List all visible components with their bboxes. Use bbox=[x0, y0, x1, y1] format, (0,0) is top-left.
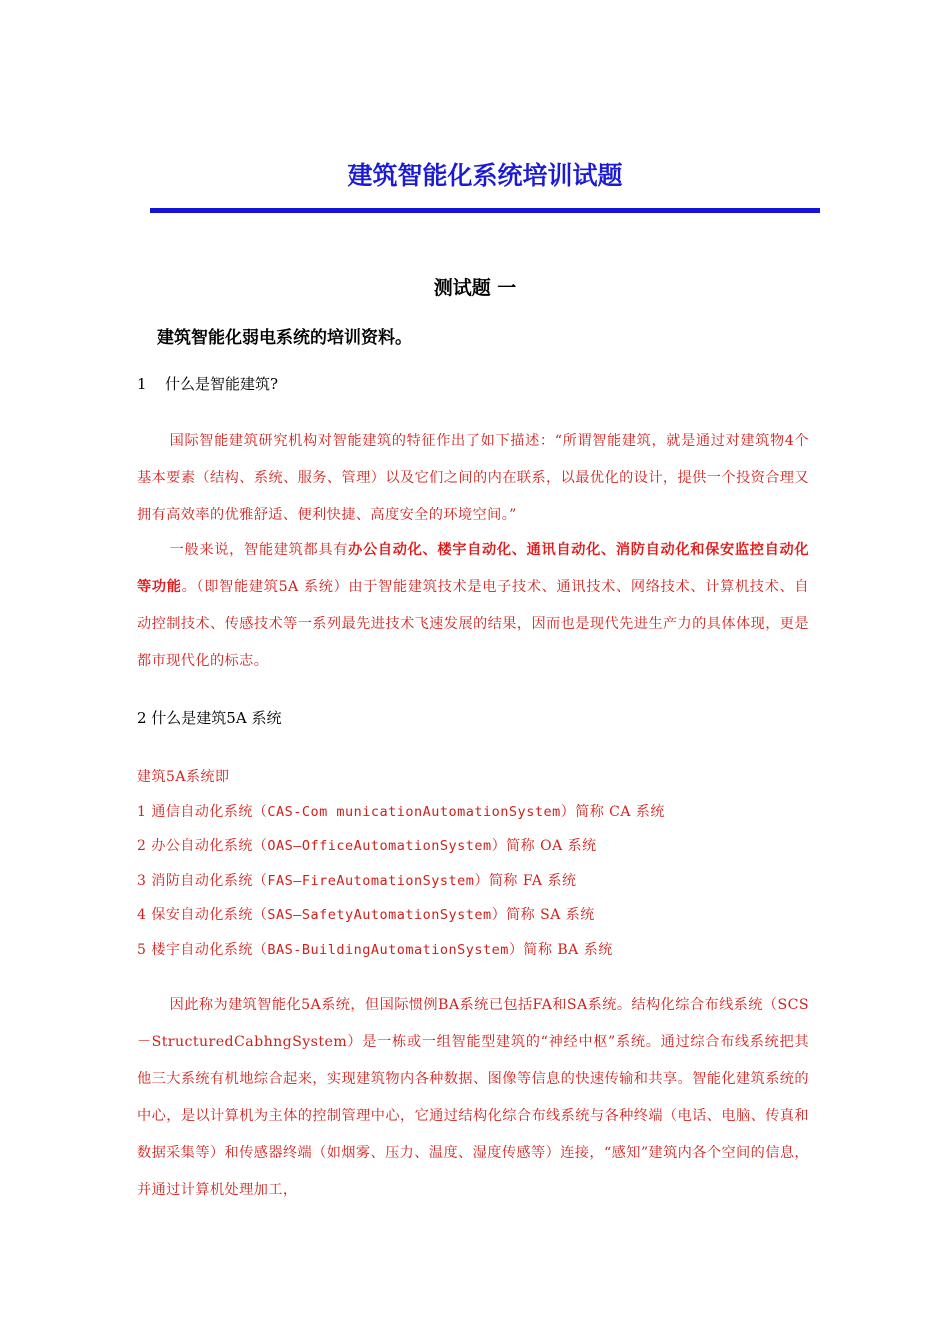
question-1-text: 什么是智能建筑? bbox=[165, 375, 279, 393]
answer-1-paragraph-1: 国际智能建筑研究机构对智能建筑的特征作出了如下描述：“所谓智能建筑，就是通过对建筑物4个基本要素（结构、系统、服务、管理）以及它们之间的内在联系，以最优化的设计，提供一个投资合理又拥有高效率的优雅舒适、便利快捷、高度安全的环境空间。” bbox=[137, 433, 809, 523]
paragraph-2-lead: 一般来说，智能建筑都具有 bbox=[169, 542, 349, 558]
section-title: 测试题 一 bbox=[433, 277, 517, 299]
intro-heading: 建筑智能化弱电系统的培训资料。 bbox=[157, 328, 412, 348]
paragraph-2-bold: 办公自动化、楼宇自动化、通讯自动化、消防自动化和保安监控自动化等功能 bbox=[137, 542, 809, 595]
question-2: 2 什么是建筑5A 系统 bbox=[137, 709, 282, 727]
question-1 bbox=[137, 372, 278, 396]
answer-2-paragraph: 因此称为建筑智能化5A系统，但国际惯例BA系统已包括FA和SA系统。结构化综合布线系统（SCS－StructuredCabhngSystem）是一栋或一组智能型建筑的“神经中枢”系统。通过综合布线系统把其他三大系统有机地综合起来，实现建筑物内各种数据、图像等信息的快速传输和共享。智能化建筑系统的中心，是以计算机为主体的控制管理中心，它通过结构化综合布线系统与各种终端（电话、电脑、传真和数据采集等）和传感器终端（如烟雾、压力、温度、湿度传感等）连接，“感知”建筑内各个空间的信息，并通过计算机处理加工， bbox=[137, 997, 809, 1198]
list-item: 5 楼宇自动化系统（BAS-BuildingAutomationSystem）简称 BA 系统 bbox=[137, 941, 613, 958]
document-title: 建筑智能化系统培训试题 bbox=[347, 161, 623, 190]
list-heading: 建筑5A系统即 bbox=[137, 769, 230, 785]
title-divider bbox=[150, 208, 820, 213]
answer-1-paragraph-2 bbox=[137, 532, 809, 680]
list-item: 3 消防自动化系统（FAS—FireAutomationSystem）简称 FA 系统 bbox=[137, 872, 577, 889]
five-a-list bbox=[137, 764, 665, 972]
list-item: 4 保安自动化系统（SAS—SafetyAutomationSystem）简称 SA 系统 bbox=[137, 907, 595, 924]
paragraph-2-rest: 。（即智能建筑5A 系统）由于智能建筑技术是电子技术、通讯技术、网络技术、计算机技术、自动控制技术、传感技术等一系列最先进技术飞速发展的结果，因而也是现代先进生产力的具体体现，更是都市现代化的标志。 bbox=[137, 579, 809, 669]
list-item: 1 通信自动化系统（CAS-Com municationAutomationSystem）简称 CA 系统 bbox=[137, 803, 665, 820]
list-item: 2 办公自动化系统（OAS—OfficeAutomationSystem）简称 OA 系统 bbox=[137, 838, 597, 855]
question-1-number: 1 bbox=[137, 375, 147, 393]
